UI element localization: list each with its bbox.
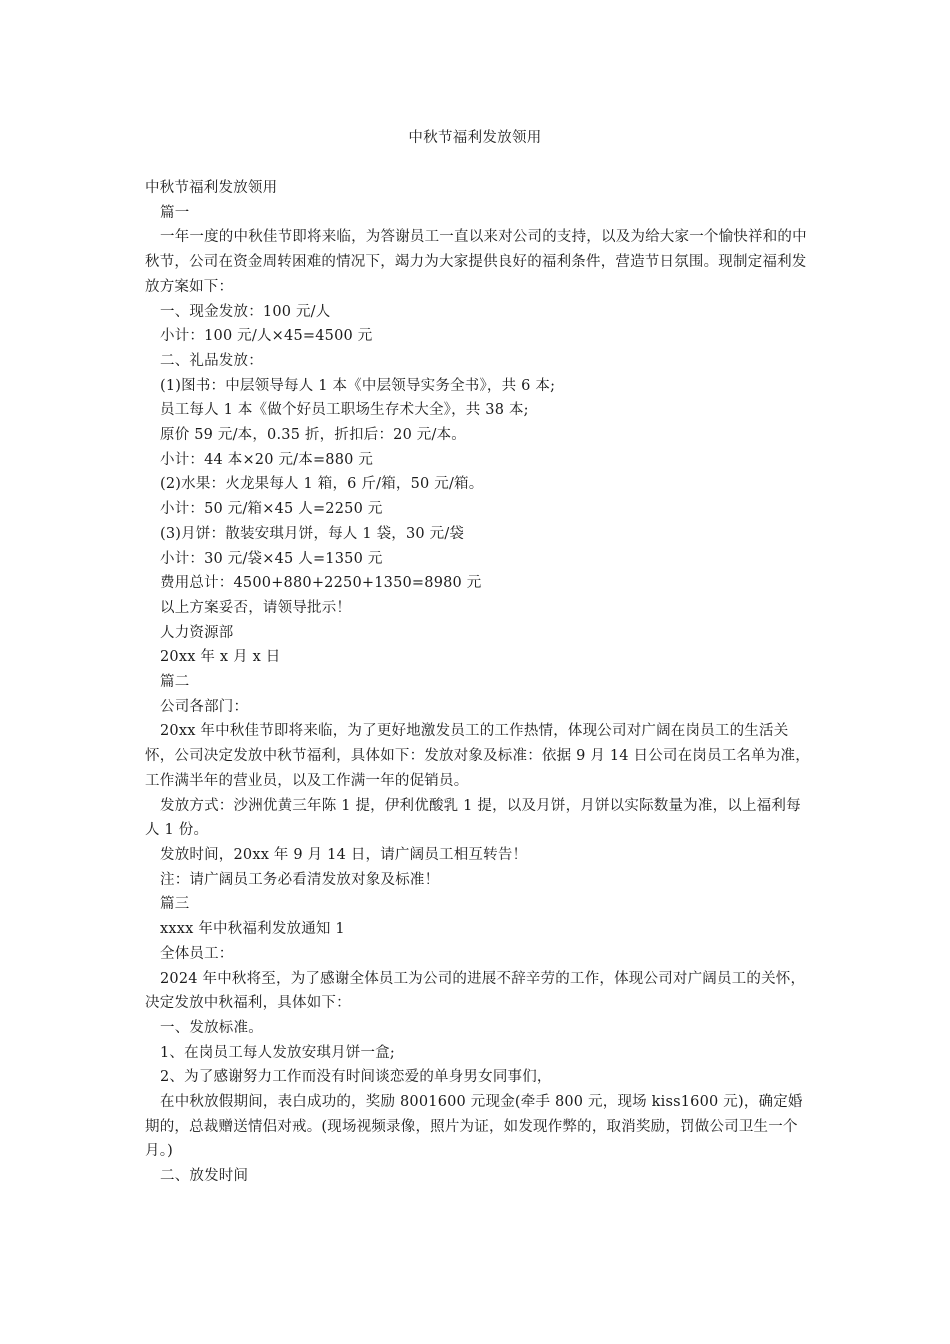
paragraph: 篇二	[160, 674, 190, 691]
paragraph: (2)水果：火龙果每人 1 箱，6 斤/箱，50 元/箱。	[160, 476, 484, 493]
paragraph: 一、发放标准。	[160, 1019, 263, 1036]
paragraph: 2、为了感谢努力工作而没有时间谈恋爱的单身男女同事们，	[160, 1069, 552, 1086]
paragraph: 以上方案妥否，请领导批示！	[160, 599, 352, 616]
paragraph: 1、在岗员工每人发放安琪月饼一盒;	[160, 1044, 396, 1061]
paragraph: 小计：44 本×20 元/本=880 元	[160, 451, 374, 468]
document-body	[145, 176, 810, 1189]
paragraph: 2024 年中秋将至，为了感谢全体员工为公司的进展不辞辛劳的工作，体现公司对广阔员工的关怀，决定发放中秋福利，具体如下：	[145, 970, 806, 1012]
paragraph: 篇一	[160, 204, 190, 221]
paragraph: 发放时间，20xx 年 9 月 14 日，请广阔员工相互转告！	[160, 846, 528, 863]
paragraph: 原价 59 元/本，0.35 折，折扣后：20 元/本。	[160, 427, 466, 444]
paragraph: 人力资源部	[160, 624, 234, 641]
paragraph: 小计：100 元/人×45=4500 元	[160, 328, 373, 345]
paragraph: 20xx 年 x 月 x 日	[160, 649, 281, 666]
paragraph: 全体员工：	[160, 945, 234, 962]
paragraph: 20xx 年中秋佳节即将来临，为了更好地激发员工的工作热情，体现公司对广阔在岗员工的生活关怀，公司决定发放中秋节福利，具体如下：发放对象及标准：依据 9 月 14 日公司在岗员工名单为准，工作满半年的营业员，以及工作满一年的促销员。	[145, 723, 810, 789]
document-title: 中秋节福利发放领用	[408, 130, 542, 146]
paragraph: 员工每人 1 本《做个好员工职场生存术大全》，共 38 本;	[160, 402, 529, 419]
paragraph: 费用总计：4500+880+2250+1350=8980 元	[160, 575, 482, 592]
paragraph: 一、现金发放：100 元/人	[160, 303, 331, 320]
paragraph: 篇三	[160, 896, 190, 913]
paragraph: 一年一度的中秋佳节即将来临，为答谢员工一直以来对公司的支持，以及为给大家一个愉快祥和的中秋节，公司在资金周转困难的情况下，竭力为大家提供良好的福利条件，营造节日氛围。现制定福利发放方案如下：	[145, 229, 807, 295]
paragraph: 二、放发时间	[160, 1168, 249, 1185]
paragraph: xxxx 年中秋福利发放通知 1	[160, 921, 345, 938]
paragraph: (3)月饼：散装安琪月饼，每人 1 袋，30 元/袋	[160, 525, 465, 542]
paragraph: 小计：50 元/箱×45 人=2250 元	[160, 501, 383, 518]
paragraph: (1)图书：中层领导每人 1 本《中层领导实务全书》，共 6 本;	[160, 377, 556, 394]
paragraph: 注：请广阔员工务必看清发放对象及标准！	[160, 871, 440, 888]
paragraph: 在中秋放假期间，表白成功的，奖励 8001600 元现金(牵手 800 元，现场 kiss1600 元)，确定婚期的，总裁赠送情侣对戒。(现场视频录像，照片为证，如发现作弊的，取消奖励，罚做公司卫生一个月。)	[145, 1094, 803, 1160]
paragraph: 中秋节福利发放领用	[145, 180, 278, 196]
paragraph: 小计：30 元/袋×45 人=1350 元	[160, 550, 383, 567]
paragraph: 公司各部门：	[160, 698, 249, 715]
paragraph: 发放方式：沙洲优黄三年陈 1 提，伊利优酸乳 1 提，以及月饼，月饼以实际数量为准，以上福利每人 1 份。	[145, 797, 801, 839]
paragraph: 二、礼品发放：	[160, 352, 263, 369]
